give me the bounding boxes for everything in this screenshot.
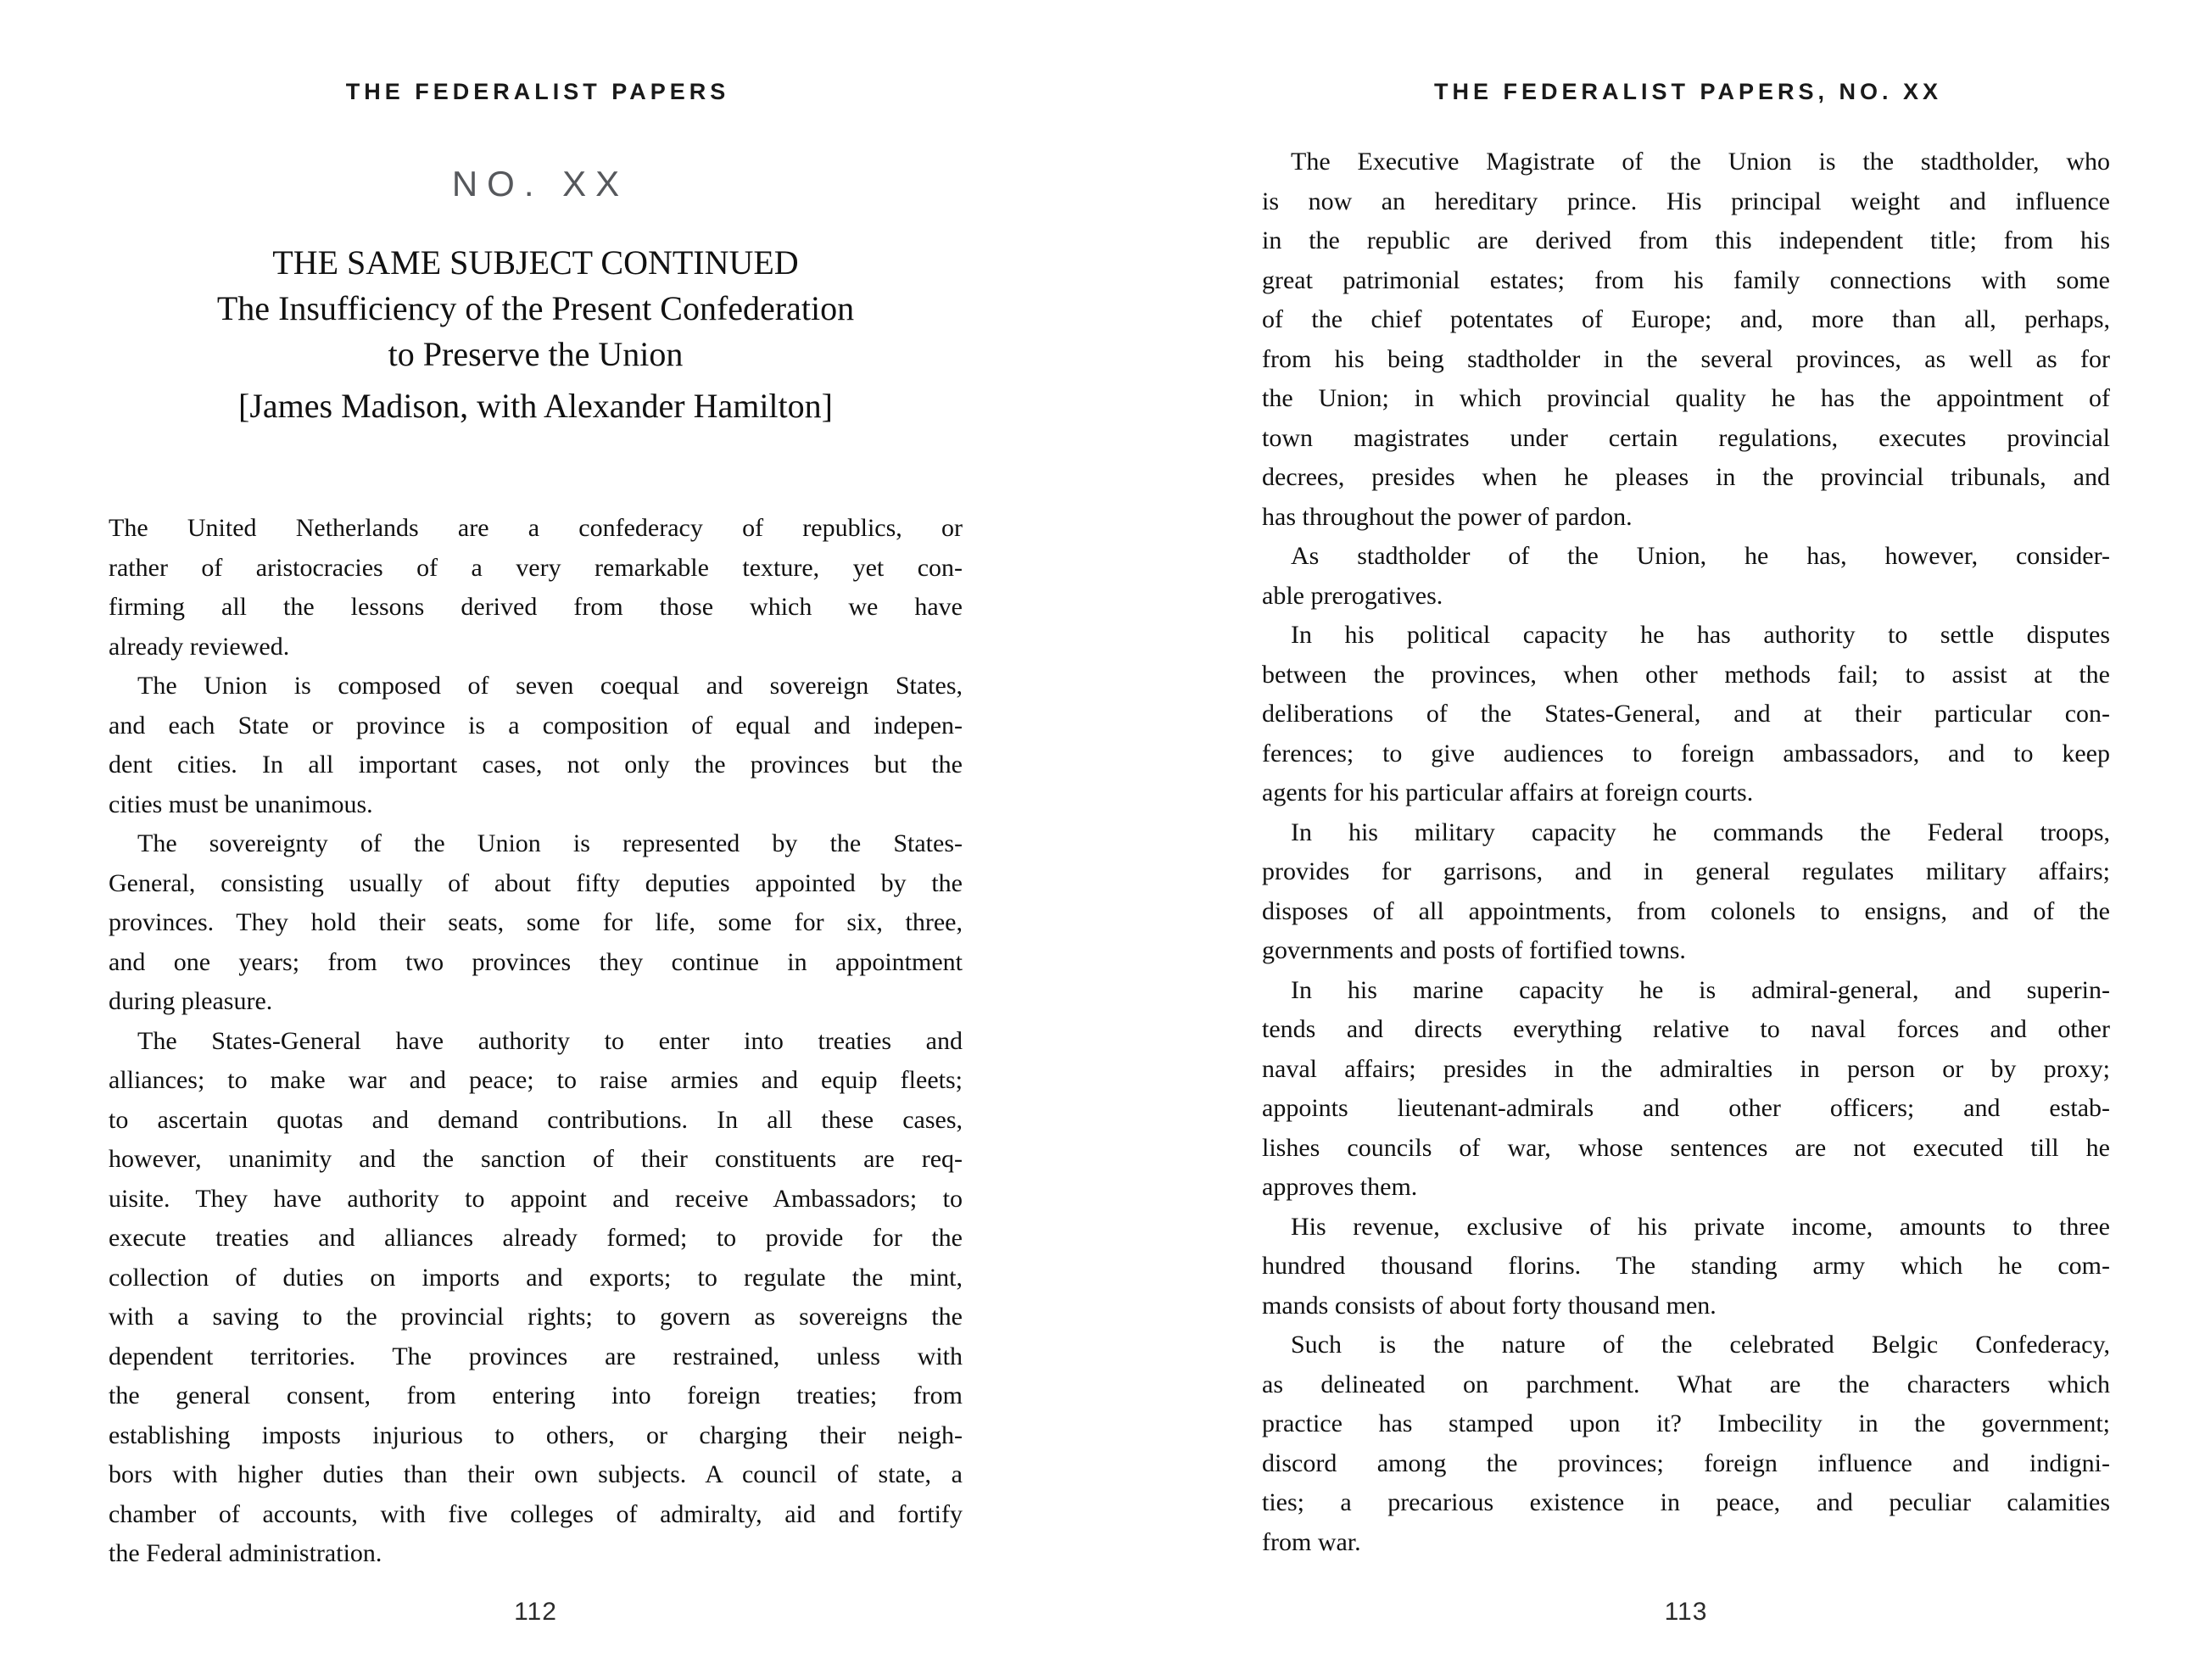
- body-text-line: naval affairs; presides in the admiralties in person or by proxy;: [1262, 1054, 2110, 1083]
- body-text-line: hundred thousand florins. The standing army which he com-: [1262, 1252, 2110, 1280]
- body-text-line: ties; a precarious existence in peace, and peculiar calamities: [1262, 1488, 2110, 1516]
- body-text-line: chamber of accounts, with five colleges of admiralty, aid and fortify: [109, 1499, 963, 1528]
- body-text-line: execute treaties and alliances already formed; to provide for the: [109, 1224, 963, 1252]
- body-text-line: between the provinces, when other methods fail; to assist at the: [1262, 660, 2110, 689]
- body-text-line: disposes of all appointments, from colonels to ensigns, and of the: [1262, 896, 2110, 925]
- chapter-title-line-3: to Preserve the Union: [388, 335, 684, 373]
- body-text-line: from his being stadtholder in the several provinces, as well as for: [1262, 344, 2110, 373]
- body-text-line: deliberations of the States-General, and at their particular con-: [1262, 700, 2110, 728]
- body-text-line: Such is the nature of the celebrated Belgic Confederacy,: [1291, 1331, 2110, 1359]
- body-text-line: The United Netherlands are a confederacy of republics, or: [109, 514, 963, 542]
- body-text-line: the Union; in which provincial quality he has the appointment of: [1262, 384, 2110, 412]
- body-text-left: [109, 509, 963, 1574]
- body-text-line: bors with higher duties than their own subjects. A council of state, a: [109, 1460, 963, 1488]
- body-text-line: discord among the provinces; foreign influence and indigni-: [1262, 1448, 2110, 1477]
- body-text-line: The sovereignty of the Union is represented by the States-: [137, 829, 963, 857]
- body-text-line: is now an hereditary prince. His principal weight and influence: [1262, 187, 2110, 215]
- body-text-line: and one years; from two provinces they continue in appointment: [109, 947, 963, 976]
- running-header-left: THE FEDERALIST PAPERS: [345, 79, 730, 104]
- body-text-line: In his military capacity he commands the Federal troops,: [1291, 818, 2110, 846]
- body-text-line: dependent territories. The provinces are restrained, unless with: [109, 1342, 963, 1370]
- body-text-line: the general consent, from entering into foreign treaties; from: [109, 1381, 963, 1409]
- chapter-byline: [James Madison, with Alexander Hamilton]: [238, 387, 833, 425]
- body-text-line: practice has stamped upon it? Imbecility in the government;: [1262, 1409, 2110, 1437]
- body-text-line: able prerogatives.: [1262, 581, 1443, 610]
- chapter-number: NO. XX: [451, 164, 629, 204]
- body-text-line: alliances; to make war and peace; to raise armies and equip fleets;: [109, 1066, 963, 1094]
- body-text-line: in the republic are derived from this independent title; from his: [1262, 226, 2110, 254]
- body-text-line: uisite. They have authority to appoint and receive Ambassadors; to: [109, 1184, 963, 1213]
- running-header-right: THE FEDERALIST PAPERS, NO. XX: [1433, 79, 1943, 104]
- chapter-title-line-2: The Insufficiency of the Present Confederation: [216, 289, 855, 327]
- body-text-line: from war.: [1262, 1527, 1361, 1556]
- body-text-line: collection of duties on imports and exports; to regulate the mint,: [109, 1263, 963, 1292]
- body-text-line: and each State or province is a composition of equal and indepen-: [109, 711, 963, 740]
- body-text-line: rather of aristocracies of a very remarkable texture, yet con-: [109, 553, 963, 582]
- body-text-line: In his political capacity he has authority to settle disputes: [1291, 621, 2110, 649]
- body-text-line: As stadtholder of the Union, he has, however, consider-: [1291, 542, 2110, 570]
- body-text-line: lishes councils of war, whose sentences are not executed till he: [1262, 1133, 2110, 1162]
- body-text-line: however, unanimity and the sanction of their constituents are req-: [109, 1145, 963, 1173]
- body-text-line: as delineated on parchment. What are the characters which: [1262, 1370, 2110, 1398]
- body-text-line: ferences; to give audiences to foreign ambassadors, and to keep: [1262, 739, 2110, 767]
- body-text-line: appoints lieutenant-admirals and other officers; and estab-: [1262, 1094, 2110, 1122]
- body-text-line: great patrimonial estates; from his family connections with some: [1262, 265, 2110, 294]
- body-text-line: General, consisting usually of about fifty deputies appointed by the: [109, 868, 963, 897]
- chapter-title-line-1: THE SAME SUBJECT CONTINUED: [272, 243, 799, 282]
- body-text-line: In his marine capacity he is admiral-general, and superin-: [1291, 975, 2110, 1004]
- body-text-line: during pleasure.: [109, 987, 273, 1015]
- body-text-line: the Federal administration.: [109, 1539, 382, 1567]
- body-text-line: approves them.: [1262, 1173, 1418, 1201]
- body-text-line: agents for his particular affairs at foreign courts.: [1262, 779, 1754, 807]
- body-text-line: The Executive Magistrate of the Union is the stadtholder, who: [1291, 148, 2110, 176]
- body-text-line: tends and directs everything relative to naval forces and other: [1262, 1015, 2110, 1043]
- body-text-line: His revenue, exclusive of his private income, amounts to three: [1291, 1212, 2110, 1241]
- body-text-line: decrees, presides when he pleases in the provincial tribunals, and: [1262, 463, 2110, 491]
- body-text-line: governments and posts of fortified towns.: [1262, 936, 1686, 964]
- body-text-right: [1262, 142, 2110, 1562]
- body-text-line: already reviewed.: [109, 632, 290, 661]
- body-text-line: cities must be unanimous.: [109, 790, 373, 818]
- body-text-line: provinces. They hold their seats, some for life, some for six, three,: [109, 908, 963, 936]
- body-text-line: has throughout the power of pardon.: [1262, 502, 1633, 531]
- body-text-line: with a saving to the provincial rights; to govern as sovereigns the: [109, 1303, 963, 1331]
- book-page-left: [109, 0, 963, 1680]
- chapter-title-block: [109, 240, 963, 377]
- body-text-line: mands consists of about forty thousand men.: [1262, 1291, 1717, 1320]
- body-text-line: firming all the lessons derived from those which we have: [109, 593, 963, 621]
- body-text-line: provides for garrisons, and in general regulates military affairs;: [1262, 857, 2110, 885]
- book-page-right: [1262, 0, 2110, 1680]
- body-text-line: town magistrates under certain regulations, executes provincial: [1262, 423, 2110, 452]
- body-text-line: establishing imposts injurious to others, or charging their neigh-: [109, 1420, 963, 1449]
- page-number-left: 112: [514, 1598, 557, 1626]
- body-text-line: The Union is composed of seven coequal and sovereign States,: [137, 672, 963, 700]
- body-text-line: of the chief potentates of Europe; and, more than all, perhaps,: [1262, 305, 2110, 333]
- page-number-right: 113: [1664, 1598, 1708, 1626]
- body-text-line: dent cities. In all important cases, not only the provinces but the: [109, 751, 963, 779]
- body-text-line: The States-General have authority to enter into treaties and: [137, 1026, 963, 1055]
- body-text-line: to ascertain quotas and demand contributions. In all these cases,: [109, 1105, 963, 1134]
